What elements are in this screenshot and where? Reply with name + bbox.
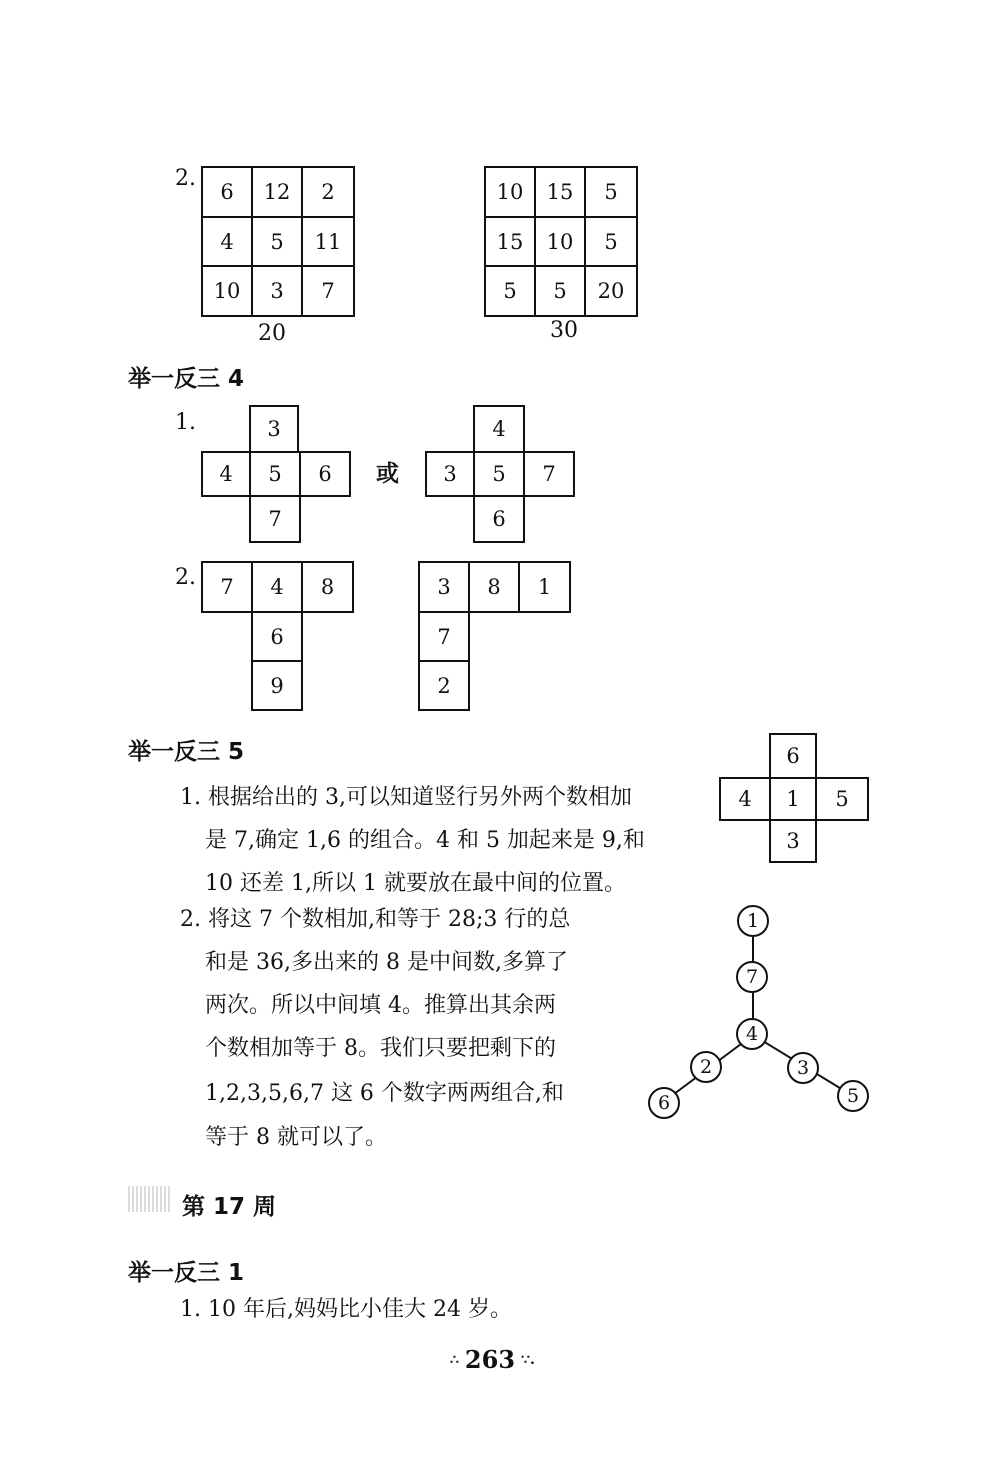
cross-c-left: 4 <box>719 777 771 821</box>
l-col-cell: 2 <box>418 660 470 711</box>
cross-c-center: 1 <box>769 777 817 821</box>
s5-item1-line2: 是 7,确定 1,6 的组合。4 和 5 加起来是 9,和 <box>205 828 645 853</box>
grid-b-cell: 5 <box>534 265 586 317</box>
grid-a-cell: 6 <box>201 166 253 218</box>
cross-b-bottom: 6 <box>473 495 525 543</box>
page-number-dots-right: ∵. <box>521 1351 535 1368</box>
grid-b-cell: 5 <box>584 166 638 218</box>
grid-a-cell: 12 <box>251 166 303 218</box>
cross-c-right: 5 <box>815 777 869 821</box>
grid-a-cell: 11 <box>301 216 355 267</box>
grid-b-cell: 15 <box>534 166 586 218</box>
tree-node-top2: 7 <box>736 961 768 993</box>
t-col-cell: 9 <box>251 660 303 711</box>
s5-item2-line5: 1,2,3,5,6,7 这 6 个数字两两组合,和 <box>205 1081 564 1106</box>
tree-node-right1: 3 <box>787 1052 819 1084</box>
grid-a-cell: 10 <box>201 265 253 317</box>
cross-b-left: 3 <box>425 451 475 497</box>
item1-label: 1. <box>175 410 196 435</box>
cross-a-left: 4 <box>201 451 251 497</box>
cross-b-center: 5 <box>473 451 525 497</box>
grid-a-caption: 20 <box>258 321 286 346</box>
item2-label: 2. <box>175 166 196 191</box>
s5-item2-line4: 个数相加等于 8。我们只要把剩下的 <box>205 1036 556 1061</box>
grid-a-cell: 2 <box>301 166 355 218</box>
l-row-cell: 3 <box>418 561 470 613</box>
item2-label-4: 2. <box>175 565 196 590</box>
s1-item1-line: 1. 10 年后,妈妈比小佳大 24 岁。 <box>180 1297 512 1322</box>
section-heading-5: 举一反三 5 <box>128 739 245 765</box>
l-col-cell: 7 <box>418 611 470 662</box>
week-decoration <box>128 1186 172 1212</box>
grid-a-cell: 4 <box>201 216 253 267</box>
or-text: 或 <box>376 461 399 487</box>
t-row-cell: 8 <box>301 561 354 613</box>
page-number-dots-left: ∴ <box>450 1351 459 1368</box>
grid-b-cell: 15 <box>484 216 536 267</box>
cross-b-top: 4 <box>473 405 525 453</box>
grid-b-caption: 30 <box>550 318 578 343</box>
grid-a-cell: 5 <box>251 216 303 267</box>
cross-a-center: 5 <box>249 451 301 497</box>
cross-a-top: 3 <box>249 405 299 453</box>
section-heading-1: 举一反三 1 <box>128 1260 245 1286</box>
grid-b-cell: 20 <box>584 265 638 317</box>
s5-item1-line1: 1. 根据给出的 3,可以知道竖行另外两个数相加 <box>180 785 632 810</box>
grid-b-cell: 10 <box>534 216 586 267</box>
grid-b-cell: 5 <box>484 265 536 317</box>
page-number: 263 <box>464 1345 516 1374</box>
s5-item2-line6: 等于 8 就可以了。 <box>205 1125 387 1150</box>
cross-b-right: 7 <box>523 451 575 497</box>
s5-item2-line1: 2. 将这 7 个数相加,和等于 28;3 行的总 <box>180 907 571 932</box>
cross-a-right: 6 <box>299 451 351 497</box>
l-row-cell: 8 <box>468 561 520 613</box>
tree-node-right2: 5 <box>837 1080 869 1112</box>
section-heading-4: 举一反三 4 <box>128 366 245 392</box>
tree-node-left1: 2 <box>690 1051 722 1083</box>
t-row-cell: 7 <box>201 561 253 613</box>
page-number-block <box>450 1345 535 1374</box>
s5-item2-line2: 和是 36,多出来的 8 是中间数,多算了 <box>205 950 568 975</box>
tree-node-top1: 1 <box>737 905 769 937</box>
grid-a-cell: 3 <box>251 265 303 317</box>
grid-a-cell: 7 <box>301 265 355 317</box>
t-row-cell: 4 <box>251 561 303 613</box>
s5-item1-line3: 10 还差 1,所以 1 就要放在最中间的位置。 <box>205 871 626 896</box>
cross-c-top: 6 <box>769 733 817 779</box>
week-title: 第 17 周 <box>182 1194 277 1220</box>
grid-b-cell: 10 <box>484 166 536 218</box>
tree-node-left2: 6 <box>648 1087 680 1119</box>
cross-c-bottom: 3 <box>769 819 817 863</box>
s5-item2-line3: 两次。所以中间填 4。推算出其余两 <box>205 993 556 1018</box>
cross-a-bottom: 7 <box>249 495 301 543</box>
t-col-cell: 6 <box>251 611 303 662</box>
grid-b-cell: 5 <box>584 216 638 267</box>
l-row-cell: 1 <box>518 561 571 613</box>
tree-node-center: 4 <box>736 1018 768 1050</box>
